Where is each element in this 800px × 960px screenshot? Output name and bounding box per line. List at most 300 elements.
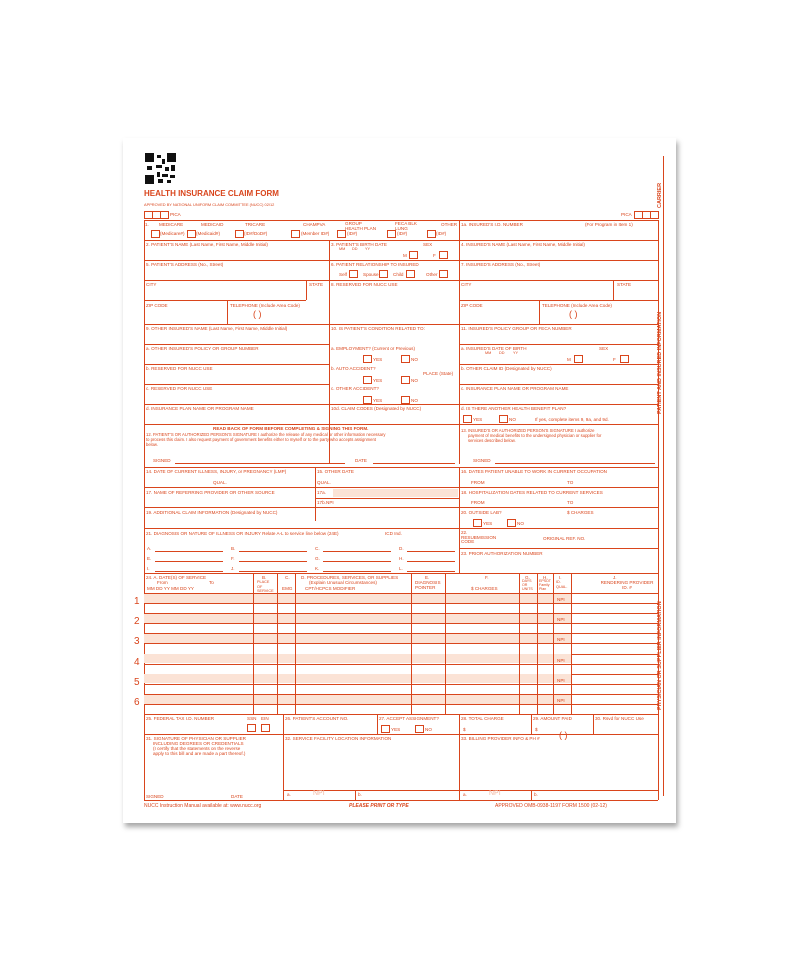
diag-line-c <box>323 551 391 552</box>
field-24h: H. <box>543 575 548 580</box>
side-rule <box>663 156 664 796</box>
field-24f-sub: $ CHARGES <box>471 586 498 591</box>
opt-group: GROUP HEALTH PLAN <box>345 221 377 231</box>
other-acc-yes: YES <box>373 398 383 403</box>
qual-15: QUAL. <box>317 480 331 485</box>
diag-e: E. <box>147 556 152 561</box>
npi-32a: NPI <box>313 790 325 797</box>
frame-left <box>144 220 145 800</box>
f3-mm: MM <box>339 247 346 251</box>
field-31c: (I certify that the statements on the reverse <box>153 746 241 751</box>
divider-zip <box>227 300 228 324</box>
opt-feca-sub: (ID#) <box>397 231 408 236</box>
pica-box-left-3[interactable] <box>160 211 169 219</box>
divider-state2 <box>613 280 614 300</box>
field-10b: b. AUTO ACCIDENT? <box>331 366 376 371</box>
auto-no-checkbox[interactable] <box>401 376 410 384</box>
assign-yes: YES <box>391 727 401 732</box>
divider-d <box>459 467 460 573</box>
claim-form-sheet <box>123 138 676 823</box>
divider-zip2 <box>539 300 540 324</box>
field-22: 22. RESUBMISSION CODE <box>461 530 497 545</box>
footer-right: APPROVED OMB-0938-1197 FORM 1500 (02-12) <box>495 803 607 809</box>
service-line-mid-4 <box>144 664 658 665</box>
opt-group-sub: (ID#) <box>347 231 358 236</box>
approval-note: APPROVED BY NATIONAL UNIFORM CLAIM COMMITTEE (NUCC) 02/12 <box>144 202 275 207</box>
service-line-supplemental-1[interactable] <box>144 594 571 603</box>
field-26: 26. PATIENT'S ACCOUNT NO. <box>285 716 349 721</box>
opt-feca: FECA BLK LUNG <box>395 221 417 231</box>
line-r4a <box>144 300 306 301</box>
field-24g-sub: DAYS OR UNITS <box>522 579 533 591</box>
field-9: 9. OTHER INSURED'S NAME (Last Name, First Name, Middle Initial) <box>146 326 288 331</box>
opt-tricare-sub: (ID#/DoD#) <box>244 231 268 236</box>
service-line-npi-2: NPI <box>557 617 565 623</box>
line-r2 <box>144 260 658 261</box>
field-24c: C. <box>285 575 290 580</box>
f11a-f: F <box>613 357 616 362</box>
service-line-mid-3 <box>144 643 658 644</box>
qual-14: QUAL. <box>213 480 227 485</box>
other-plan-note: If yes, complete items 9, 9a, and 9d. <box>535 417 609 422</box>
field-24b-sub: PLACE OF SERVICE <box>257 580 274 594</box>
other-acc-yes-checkbox[interactable] <box>363 396 372 404</box>
diag-a: A. <box>147 546 152 551</box>
divider-26 <box>283 714 284 734</box>
date-31: DATE <box>231 794 243 799</box>
divider-32b <box>355 790 356 800</box>
col-f <box>445 573 446 714</box>
field-33: 33. BILLING PROVIDER INFO & PH # <box>461 736 540 741</box>
state2-label: STATE <box>617 282 632 287</box>
field-11d: d. IS THERE ANOTHER HEALTH BENEFIT PLAN? <box>461 406 567 411</box>
field-23: 23. PRIOR AUTHORIZATION NUMBER <box>461 551 543 556</box>
line-r9 <box>144 404 658 405</box>
other-acc-no-checkbox[interactable] <box>401 396 410 404</box>
rel-other-checkbox[interactable] <box>439 270 448 278</box>
tel-paren: ( ) <box>253 309 262 319</box>
dollar-29: $ <box>535 727 538 732</box>
line-17a <box>315 498 459 499</box>
field-17a-input[interactable] <box>333 489 458 497</box>
field-31b: INCLUDING DEGREES OR CREDENTIALS <box>153 741 244 746</box>
divider-28 <box>459 714 460 800</box>
col-d <box>295 573 296 714</box>
field-24b: B. <box>262 575 267 580</box>
employment-yes: YES <box>373 357 383 362</box>
diag-line-g <box>323 561 391 562</box>
medicaid-checkbox[interactable] <box>187 230 196 238</box>
line-r5 <box>144 324 658 325</box>
pica-box-right-3[interactable] <box>650 211 659 219</box>
line-r6a <box>144 344 329 345</box>
assign-no-checkbox[interactable] <box>415 725 424 733</box>
diag-line-h <box>407 561 455 562</box>
footer-center: PLEASE PRINT OR TYPE <box>349 803 409 809</box>
divider-c <box>315 467 316 521</box>
field-24d-sub: (Explain Unusual Circumstances) <box>309 580 377 585</box>
field-24i: I. <box>559 575 562 580</box>
field-9d: d. INSURANCE PLAN NAME OR PROGRAM NAME <box>146 406 254 411</box>
diag-line-e <box>155 561 223 562</box>
other-plan-yes: YES <box>473 417 483 422</box>
field-24a-from: From <box>157 580 168 585</box>
f11a-m: M <box>567 357 571 362</box>
zip2-label: ZIP CODE <box>461 303 483 308</box>
service-line-number-6: 6 <box>134 697 140 708</box>
tricare-checkbox[interactable] <box>235 230 244 238</box>
field-31d: apply to this bill and are made a part thereof.) <box>153 751 246 756</box>
field-25: 25. FEDERAL TAX I.D. NUMBER <box>146 716 215 721</box>
service-line-number-3: 3 <box>134 636 140 648</box>
field-24f: F. <box>485 575 489 580</box>
diag-line-i <box>155 571 223 572</box>
sig-line-13 <box>495 463 655 464</box>
opt-champva: CHAMPVA <box>303 222 326 227</box>
diag-c: C. <box>315 546 320 551</box>
tel2-paren: ( ) <box>569 309 578 319</box>
field-9a: a. OTHER INSURED'S POLICY OR GROUP NUMBER <box>146 346 259 351</box>
field-24d: D. PROCEDURES, SERVICES, OR SUPPLIES <box>301 575 399 580</box>
field-21: 21. DIAGNOSIS OR NATURE OF ILLNESS OR INJURY Relate A-L to service line below (24E) <box>146 531 339 536</box>
pica-right: PICA <box>621 212 632 217</box>
diag-b: B. <box>231 546 236 551</box>
employment-no-checkbox[interactable] <box>401 355 410 363</box>
orig-ref: ORIGINAL REF. NO. <box>543 536 586 541</box>
field-24a: 24. A. DATE(S) OF SERVICE <box>146 575 207 580</box>
line-r8a <box>144 384 329 385</box>
col-e <box>411 573 412 714</box>
field-17a: 17a. <box>317 490 326 495</box>
tel-33-paren: ( ) <box>559 730 568 740</box>
f3-f: F <box>433 253 436 258</box>
service-line-number-2: 2 <box>134 616 140 628</box>
diag-k: K. <box>315 566 320 571</box>
icd-ind: ICD Ind. <box>385 531 402 536</box>
ein-checkbox[interactable] <box>261 724 270 732</box>
line-r17 <box>144 507 658 508</box>
service-line-mid-2 <box>144 623 658 624</box>
read-back-note: READ BACK OF FORM BEFORE COMPLETING & SIGNING THIS FORM. <box>213 426 369 431</box>
box1-label: 1. <box>145 222 149 227</box>
field-24g: G. <box>525 575 530 580</box>
diag-i: I. <box>147 566 150 571</box>
date-line-12 <box>373 463 455 464</box>
assign-no: NO <box>425 727 432 732</box>
lab-no-checkbox[interactable] <box>507 519 516 527</box>
line-r7a <box>144 364 329 365</box>
diag-h: H. <box>399 556 404 561</box>
field-15: 15. OTHER DATE <box>317 469 354 474</box>
service-line-supplemental-5[interactable] <box>144 674 571 683</box>
col-b <box>253 573 254 714</box>
field-29: 29. AMOUNT PAID <box>533 716 572 721</box>
other-plan-yes-checkbox[interactable] <box>463 415 472 423</box>
line-24-end <box>144 714 658 715</box>
service-line-mid-1 <box>144 603 658 604</box>
f6-other: Other <box>426 272 438 277</box>
opt-medicaid: MEDICAID <box>201 222 224 227</box>
service-line-number-4: 4 <box>134 656 140 668</box>
service-line-mid-6 <box>144 704 658 705</box>
line-r7b <box>459 364 658 365</box>
rel-child-checkbox[interactable] <box>406 270 415 278</box>
field-12c: below. <box>146 442 158 447</box>
field-30: 30. Rsvd for NUCC Use <box>595 716 644 721</box>
diag-line-d <box>407 551 455 552</box>
side-carrier: CARRIER <box>657 182 663 208</box>
auto-yes-checkbox[interactable] <box>363 376 372 384</box>
program-note: (For Program in Item 1) <box>585 222 633 227</box>
divider-27 <box>377 714 378 734</box>
f11a-mm: MM <box>485 351 492 355</box>
line-r14 <box>144 487 658 488</box>
to-18: TO <box>567 500 574 505</box>
opt-medicare-sub: (Medicare#) <box>160 231 185 236</box>
auto-no: NO <box>411 378 418 383</box>
city2-label: CITY <box>461 282 472 287</box>
service-line-supplemental-3[interactable] <box>144 634 571 643</box>
service-line-npi-6: NPI <box>557 698 565 703</box>
line-r3 <box>144 280 658 281</box>
f3-sex: SEX <box>423 242 433 247</box>
side-patient-insured: PATIENT AND INSURED INFORMATION <box>657 311 663 414</box>
form-title: HEALTH INSURANCE CLAIM FORM <box>144 189 279 198</box>
diag-line-f <box>239 561 307 562</box>
opt-other: OTHER <box>441 222 458 227</box>
service-line-supplemental-6[interactable] <box>144 695 571 704</box>
field-31: 31. SIGNATURE OF PHYSICIAN OR SUPPLIER <box>146 736 246 741</box>
diag-line-l <box>407 571 455 572</box>
dollar-28: $ <box>463 727 466 732</box>
employment-no: NO <box>411 357 418 362</box>
field-32a: a. <box>287 792 291 797</box>
line-section <box>144 467 658 468</box>
field-9b: b. RESERVED FOR NUCC USE <box>146 366 213 371</box>
f6-self: Self <box>339 272 347 277</box>
qr-code-icon <box>145 153 176 184</box>
f3-dd: DD <box>352 247 358 251</box>
field-24a-to: To <box>209 580 214 585</box>
field-5: 5. PATIENT'S ADDRESS (No., Street) <box>146 262 224 267</box>
npi-33a: NPI <box>489 790 501 797</box>
opt-medicare: MEDICARE <box>159 222 184 227</box>
pica-left: PICA <box>170 212 181 217</box>
field-24h-sub: EPSDT Family Plan <box>539 579 551 591</box>
sex-f-checkbox[interactable] <box>439 251 448 259</box>
field-10d: 10d. CLAIM CODES (Designated by NUCC) <box>331 406 422 411</box>
rel-spouse-checkbox[interactable] <box>379 270 388 278</box>
field-18: 18. HOSPITALIZATION DATES RELATED TO CURRENT SERVICES <box>461 490 603 495</box>
service-line-npi-4: NPI <box>557 657 565 663</box>
group-checkbox[interactable] <box>337 230 346 238</box>
line-22 <box>459 548 658 549</box>
f11a-yy: YY <box>513 351 519 355</box>
rel-self-checkbox[interactable] <box>349 270 358 278</box>
field-6: 6. PATIENT RELATIONSHIP TO INSURED <box>331 262 419 267</box>
field-9c: c. RESERVED FOR NUCC USE <box>146 386 213 391</box>
tel-label: TELEPHONE (Include Area Code) <box>230 303 300 308</box>
line-r21 <box>144 573 658 574</box>
city-label: CITY <box>146 282 157 287</box>
lab-yes: YES <box>483 521 493 526</box>
field-11b: b. OTHER CLAIM ID (Designated by NUCC) <box>461 366 552 371</box>
field-3: 3. PATIENT'S BIRTH DATE <box>331 242 387 247</box>
from-18: FROM <box>471 500 485 505</box>
diag-f: F. <box>231 556 235 561</box>
charges-20: $ CHARGES <box>567 510 594 515</box>
diag-l: L. <box>399 566 403 571</box>
field-24e-sub: DIAGNOSIS POINTER <box>415 580 441 590</box>
side-physician: PHYSICIAN OR SUPPLIER INFORMATION <box>657 601 663 710</box>
line-r19 <box>144 528 658 529</box>
ssn-label: SSN <box>247 716 257 721</box>
line-r10 <box>144 424 658 425</box>
lab-yes-checkbox[interactable] <box>473 519 482 527</box>
field-33a: a. <box>463 792 467 797</box>
insured-sex-f-checkbox[interactable] <box>620 355 629 363</box>
field-10c: c. OTHER ACCIDENT? <box>331 386 379 391</box>
col-i <box>553 573 554 714</box>
divider-b <box>459 220 460 464</box>
service-line-npi-3: NPI <box>557 637 565 643</box>
field-24i-sub: ID. QUAL. <box>556 580 568 589</box>
opt-other-sub: (ID#) <box>436 231 447 236</box>
field-11: 11. INSURED'S POLICY GROUP OR FECA NUMBER <box>461 326 572 331</box>
npi-17b: NPI <box>326 500 334 505</box>
diag-g: G. <box>315 556 320 561</box>
line-r1 <box>144 240 658 241</box>
col-j <box>571 573 572 714</box>
field-17: 17. NAME OF REFERRING PROVIDER OR OTHER SOURCE <box>146 490 275 495</box>
divider-29 <box>531 714 532 734</box>
field-12b: to process this claim. I also request payment of government benefits either to myself or to the party who accepts assignment <box>146 437 376 442</box>
feca-checkbox[interactable] <box>387 230 396 238</box>
divider-state <box>306 280 307 300</box>
field-7: 7. INSURED'S ADDRESS (No., Street) <box>461 262 541 267</box>
col-h <box>537 573 538 714</box>
frame-right <box>658 220 659 800</box>
service-line-supplemental-4[interactable] <box>144 654 571 663</box>
service-line-npi-1: NPI <box>557 597 565 602</box>
sig-line-12 <box>175 463 345 464</box>
col-g <box>519 573 520 714</box>
field-33b: b. <box>534 792 538 797</box>
field-16: 16. DATES PATIENT UNABLE TO WORK IN CURRENT OCCUPATION <box>461 469 607 474</box>
service-line-number-5: 5 <box>134 676 140 688</box>
lab-no: NO <box>517 521 524 526</box>
footer-left: NUCC Instruction Manual available at: www.nucc.org <box>144 803 262 809</box>
diag-line-j <box>239 571 307 572</box>
employment-yes-checkbox[interactable] <box>363 355 372 363</box>
line-r8b <box>459 384 658 385</box>
field-13c: services described below. <box>468 438 516 443</box>
service-line-mid-5 <box>144 684 658 685</box>
field-24-cols: MM DD YY MM DD YY <box>147 586 194 591</box>
place-state: PLACE (State) <box>423 371 454 376</box>
diag-d: D. <box>399 546 404 551</box>
auto-yes: YES <box>373 378 383 383</box>
f11a-dd: DD <box>499 351 505 355</box>
diag-j: J. <box>231 566 235 571</box>
other-checkbox[interactable] <box>427 230 436 238</box>
champva-checkbox[interactable] <box>291 230 300 238</box>
other-plan-no: NO <box>509 417 516 422</box>
diag-line-b <box>239 551 307 552</box>
to-16: TO <box>567 480 574 485</box>
tel2-label: TELEPHONE (Include Area Code) <box>542 303 612 308</box>
f11a-sex: SEX <box>599 346 609 351</box>
diag-line-k <box>323 571 391 572</box>
service-line-number-1: 1 <box>134 596 140 607</box>
field-20: 20. OUTSIDE LAB? <box>461 510 502 515</box>
field-13b: payment of medical benefits to the undersigned physician or supplier for <box>468 433 602 438</box>
field-28: 28. TOTAL CHARGE <box>461 716 504 721</box>
service-line-supplemental-2[interactable] <box>144 614 571 623</box>
insured-id-label: 1a. INSURED'S I.D. NUMBER <box>461 222 523 227</box>
sex-m-checkbox[interactable] <box>409 251 418 259</box>
col-c <box>277 573 278 714</box>
field-32b: b. <box>358 792 362 797</box>
field-24d-cols: CPT/HCPCS MODIFIER <box>305 586 356 591</box>
field-17b: 17b. <box>317 500 326 505</box>
field-8: 8. RESERVED FOR NUCC USE <box>331 282 398 287</box>
assign-yes-checkbox[interactable] <box>381 725 390 733</box>
field-24e: E. <box>425 575 430 580</box>
line-r25 <box>144 734 658 735</box>
f6-spouse: Spouse <box>363 272 379 277</box>
opt-tricare: TRICARE <box>245 222 266 227</box>
field-32: 32. SERVICE FACILITY LOCATION INFORMATION <box>285 736 392 741</box>
f3-m: M <box>403 253 407 258</box>
field-19: 19. ADDITIONAL CLAIM INFORMATION (Designated by NUCC) <box>146 510 278 515</box>
insured-sex-m-checkbox[interactable] <box>574 355 583 363</box>
frame-bottom <box>144 800 658 801</box>
from-16: FROM <box>471 480 485 485</box>
line-r6b <box>459 344 658 345</box>
ein-label: EIN <box>261 716 269 721</box>
field-10a: a. EMPLOYMENT? (Current or Previous) <box>331 346 415 351</box>
field-4: 4. INSURED'S NAME (Last Name, First Name, Middle Initial) <box>461 242 585 247</box>
signed-12: SIGNED <box>153 458 171 463</box>
field-27: 27. ACCEPT ASSIGNMENT? <box>379 716 439 721</box>
f6-child: Child <box>393 272 404 277</box>
ssn-checkbox[interactable] <box>247 724 256 732</box>
zip-label: ZIP CODE <box>146 303 168 308</box>
signed-13: SIGNED <box>473 458 491 463</box>
field-12: 12. PATIENT'S OR AUTHORIZED PERSON'S SIGNATURE I authorize the release of any medical or other information necessary <box>146 432 386 437</box>
divider-33b <box>531 790 532 800</box>
field-2: 2. PATIENT'S NAME (Last Name, First Name, Middle Initial) <box>146 242 268 247</box>
line-r4b <box>459 300 658 301</box>
other-plan-no-checkbox[interactable] <box>499 415 508 423</box>
signed-31: SIGNED <box>146 794 164 799</box>
line-32a <box>283 790 658 791</box>
field-13: 13. INSURED'S OR AUTHORIZED PERSON'S SIGNATURE I authorize <box>461 428 595 433</box>
f3-yy: YY <box>365 247 371 251</box>
field-11a: a. INSURED'S DATE OF BIRTH <box>461 346 527 351</box>
service-line-npi-5: NPI <box>557 677 565 683</box>
field-24c-sub: EMG <box>282 586 293 591</box>
diag-line-a <box>155 551 223 552</box>
opt-champva-sub: (Member ID#) <box>301 231 330 236</box>
field-10: 10. IS PATIENT'S CONDITION RELATED TO: <box>331 326 425 331</box>
field-24j: J. <box>613 575 617 580</box>
divider-30 <box>593 714 594 734</box>
field-11c: c. INSURANCE PLAN NAME OR PROGRAM NAME <box>461 386 569 391</box>
opt-medicaid-sub: (Medicaid#) <box>196 231 220 236</box>
medicare-checkbox[interactable] <box>151 230 160 238</box>
